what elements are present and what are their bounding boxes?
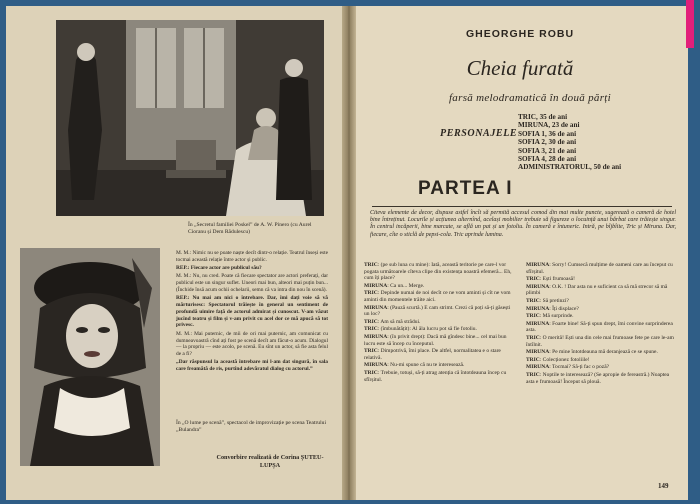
dialog-line: TRIC: Să pretinzi? — [526, 297, 569, 304]
line-text: Trebuie, totuși, să-ți atrag atenția că întotdeauna încep cu sfîrșitul. — [364, 369, 507, 383]
play-subtitle: farsă melodramatică în două părți — [448, 92, 612, 104]
speaker: TRIC — [364, 348, 378, 355]
speaker: MIRUNA — [526, 305, 550, 312]
line-text: Dimpotrivă, îmi place. De altfel, normalitatea e o stare relativă. — [364, 348, 501, 361]
line-text: Depinde numai de noi decît ce ne vom aminti și cît ne vom aminti din momentele trăite aici. — [364, 290, 511, 303]
dialog-line: TRIC: Colecționez fotoliile! — [526, 356, 590, 363]
photo-caption-bottom: În „O lume pe scenă”, spectacol de improvizație pe scena Teatrului „Bulandra” — [176, 420, 327, 433]
line-text: (pe sub luna cu mine): Iată, această teritorie pe care-l vor pogata următoarele cîteva clipe din existența noastră efemeră... Eh, cum îți place? — [364, 262, 512, 282]
speaker: MIRUNA — [364, 304, 388, 311]
speaker: TRIC — [364, 290, 378, 297]
cast-member: SOFIA 2, 30 de ani — [518, 138, 577, 147]
speaker: TRIC — [526, 356, 540, 363]
speaker: TRIC — [526, 276, 540, 283]
speaker: TRIC — [364, 262, 378, 268]
dialog-line: MIRUNA: Sorry! Cumsecă mulțime de oameni care au început cu sfîrșitul. — [526, 262, 673, 275]
line-text: Pe mine întotdeauna mă deranjează ce se spune. — [552, 349, 658, 356]
speaker: MIRUNA — [526, 283, 550, 290]
dialog-line: MIRUNA: Îți displace? — [526, 305, 579, 312]
line-text: Noptile te interesează? (Se apropie de fereastră.) Noaptea asta e frumoasă! Început să plouă. — [526, 371, 670, 385]
play-author: GHEORGHE ROBU — [465, 28, 575, 40]
interview-paragraph: M. M.: Nimic nu se poate naște decît dintr-o relație. Teatrul înseși este tocmai această relație între actor și public. — [176, 250, 328, 263]
speaker: MIRUNA — [526, 364, 550, 371]
dialog-line: MIRUNA: Tocmai? Să-ți fac o poză? — [526, 364, 610, 371]
cast-member: TRIC, 35 de ani — [518, 113, 568, 121]
line-text: (în privit drept): Dacă mă gîndesc bine... cel mai bun lucru este să încep cu începutul. — [364, 333, 507, 347]
dialog-line: TRIC: Depinde numai de noi decît ce ne vom aminti și cît ne vom aminti din momentele trăite aici. — [364, 290, 511, 303]
dialog-line: MIRUNA: Nu-mi spune că nu te interesează. — [364, 362, 465, 369]
dialog-line: TRIC: (îmbunătățit): Al ăla lucru pot să fie fotoliu. — [364, 326, 477, 333]
dialog-line: MIRUNA: (în privit drept): Dacă mă gîndesc bine... cel mai bun lucru este să încep cu începutul. — [364, 333, 507, 347]
cast-label: PERSONAJELE — [440, 128, 518, 139]
cast-list — [518, 113, 688, 172]
line-text: Nu-mi spune că nu te interesează. — [390, 362, 465, 369]
speaker: TRIC — [526, 313, 540, 320]
line-text: O merită! Ești una din cele mai frumoase fete pe care le-am întîlnit. — [526, 334, 674, 348]
speaker: TRIC — [526, 297, 540, 304]
dialog-line: MIRUNA: (Pauză scurtă.) E cam strimt. Crezi că poți să-ți găsești un loc? — [364, 304, 511, 318]
speaker: MIRUNA — [526, 320, 550, 327]
line-text: Sorry! Cumsecă mulțime de oameni care au început cu sfîrșitul. — [526, 262, 673, 275]
dialog-line: TRIC: Noptile te interesează? (Se apropie de fereastră.) Noaptea asta e frumoasă! Început să plouă. — [526, 371, 670, 385]
cast-member: MIRUNA, 23 de ani — [518, 121, 580, 130]
interview-question: REP.: Nu mai am nici o întrebare. Dar, îmi dați voie să vă mărturisesc: Spectatorul trăiește în general un sentiment de profundă uimire față de actorul admirat și cunoscut. V-am văzut jucînd teatru și film și v-am privit cu acel dor ce mă apucă să tot privesc. — [176, 295, 328, 329]
stage-photo-bottom — [20, 248, 160, 466]
dialog-column-right — [526, 262, 676, 386]
interview-paragraph: M. M.: Mai puternic, de mii de ori mai puternic, am comunicat cu dumneavoastră cînd ați fost pe scenă decît am făcut-o acum. Dialogul — la propriu — este acolo, pe scenă. Eu sînt un actor, să fie asta felul de a fi? — [176, 330, 328, 358]
page-marker-tab — [686, 0, 694, 48]
line-text: Tocmai? Să-ți fac o poză? — [552, 364, 610, 371]
interview-text — [176, 250, 328, 375]
play-title: Cheia furată — [466, 56, 574, 80]
dialog-line: TRIC: O merită! Ești una din cele mai frumoase fete pe care le-am întîlnit. — [526, 334, 674, 348]
dialog-line: MIRUNA: Pe mine întotdeauna mă deranjează ce se spune. — [526, 349, 658, 356]
dialog-line: TRIC: Ești frumoasă! — [526, 276, 575, 283]
line-text: Am să mă strădui. — [380, 318, 421, 325]
dialog-line: MIRUNA: O.K. ! Dar asta nu e suficient ca să mă strecor să mă plimbi — [526, 283, 668, 297]
line-text: Foarte bine! Să-ți spun drept, îmi convine surprinderea asta. — [526, 320, 673, 334]
speaker: TRIC — [364, 369, 378, 376]
line-text: Îți displace? — [552, 305, 579, 312]
speaker: MIRUNA — [364, 282, 388, 289]
speaker: MIRUNA — [364, 333, 388, 340]
cast-member: SOFIA 1, 36 de ani — [518, 129, 577, 138]
speaker: TRIC — [364, 318, 378, 325]
speaker: TRIC — [526, 371, 540, 378]
speaker: TRIC — [526, 334, 540, 341]
page-number: 149 — [658, 482, 669, 490]
background-edge — [688, 0, 694, 504]
dialog-line: TRIC: Dimpotrivă, îmi place. De altfel, normalitatea e o stare relativă. — [364, 348, 501, 361]
line-text: Mă surprinde. — [542, 313, 574, 320]
line-text: Să pretinzi? — [542, 297, 569, 304]
speaker: MIRUNA — [364, 362, 388, 369]
part-heading: PARTEA I — [418, 178, 513, 199]
line-text: O.K. ! Dar asta nu e suficient ca să mă strecor să mă plimbi — [526, 283, 668, 297]
interview-paragraph: M. M.: Nu, nu cred. Poate că fiecare spectator are actori preferați, dar publicul este un singur suflet. Uneori mai bun, alteori mai puțin bun... (Închide însă acum ochii ochelarii, semn că va intra din nou în scenă). — [176, 273, 328, 293]
interview-question: REP.: Fiecare actor are publicul său? — [176, 265, 262, 272]
dialog-line: MIRUNA: Foarte bine! Să-ți spun drept, îmi convine surprinderea asta. — [526, 320, 673, 334]
line-text: Ești frumoasă! — [542, 276, 575, 283]
speaker: TRIC — [364, 326, 378, 333]
dialog-line: TRIC: Mă surprinde. — [526, 313, 574, 320]
cast-member: ADMINISTRATORUL, 50 de ani — [518, 163, 622, 172]
dialog-column-left — [364, 262, 514, 384]
photo-caption-top: În „Secretul familiei Poskel” de A. W. Pinero (cu Aurel Cioranu și Dem Rădulescu) — [188, 222, 312, 235]
interview-credit: Convorbire realizată de Corina ȘUTEU-LUPȘA — [216, 454, 324, 469]
line-text: Colecționez fotoliile! — [542, 356, 590, 363]
cast-member: SOFIA 3, 21 de ani — [518, 146, 577, 155]
cast-member: SOFIA 4, 28 de ani — [518, 155, 577, 164]
dialog-line: MIRUNA: Ca un... Merge. — [364, 282, 425, 289]
dialog-line: TRIC: (pe sub luna cu mine): Iată, această teritorie pe care-l vor pogata următoarele cîteva clipe din existența noastră efemeră... Eh, cum îți place? — [364, 262, 512, 282]
line-text: (Pauză scurtă.) E cam strimt. Crezi că poți să-ți găsești un loc? — [364, 304, 511, 318]
stage-directions: Citeva elemente de decor, dispuse astfel încît să permită accesul comod din mai multe puncte, sugerează o cameră de hotel bine întreținut. Locurile și acțiunea alternînd, același mobilier trebuie să figureze o locuință unui bărbat care trăiește singur. În centrul incăperii, bine marcate, se află un pat și un fotoliu. În cameră e întuneric. Intră, pe bîjbîite, Tric și Miruna. Dar, fiecare, cîte o sticlă de pepsi-cola. Tric aprinde lumina. — [370, 210, 676, 238]
divider — [372, 206, 672, 207]
line-text: Ca un... Merge. — [390, 282, 425, 289]
dialog-line: TRIC: Am să mă strădui. — [364, 318, 421, 325]
dialog-line: TRIC: Trebuie, totuși, să-ți atrag atenția că întotdeauna încep cu sfîrșitul. — [364, 369, 507, 383]
line-text: (îmbunătățit): Al ăla lucru pot să fie fotoliu. — [380, 326, 477, 333]
stage-photo-top — [56, 20, 324, 216]
interview-question: „Dar răspunsul la această întrebare mi l-am dat singură, în sala care freamătă de ris, purtînd adevăratul dialog cu actorul.” — [176, 359, 328, 373]
speaker: MIRUNA — [526, 349, 550, 356]
speaker: MIRUNA — [526, 262, 550, 268]
